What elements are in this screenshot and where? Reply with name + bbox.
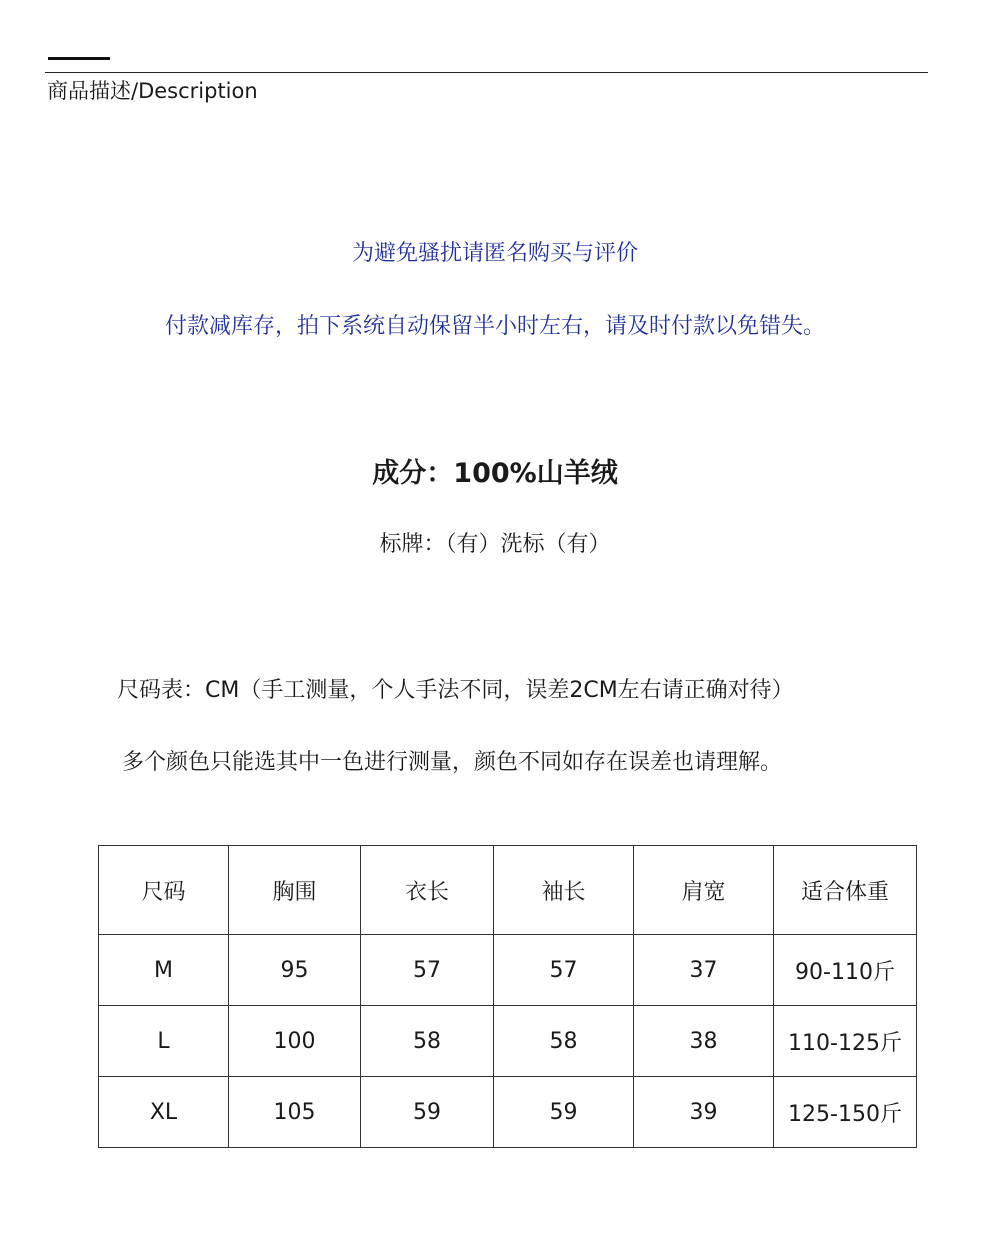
cell-size: M — [99, 935, 229, 1006]
material-composition: 成分：100%山羊绒 — [372, 458, 618, 489]
title-accent-bar — [48, 57, 110, 60]
cell-weight: 125-150斤 — [774, 1077, 917, 1148]
cell-size: L — [99, 1006, 229, 1077]
cell-size: XL — [99, 1077, 229, 1148]
cell-sleeve: 57 — [494, 935, 634, 1006]
cell-length: 58 — [361, 1006, 494, 1077]
cell-length: 59 — [361, 1077, 494, 1148]
cell-sleeve: 59 — [494, 1077, 634, 1148]
header-length: 衣长 — [361, 846, 494, 935]
header-sleeve: 袖长 — [494, 846, 634, 935]
label-info: 标牌：（有）洗标（有） — [379, 532, 611, 557]
color-measurement-note: 多个颜色只能选其中一色进行测量，颜色不同如存在误差也请理解。 — [122, 750, 783, 775]
section-title: 商品描述/Description — [47, 79, 258, 103]
cell-sleeve: 58 — [494, 1006, 634, 1077]
cell-length: 57 — [361, 935, 494, 1006]
anonymous-purchase-notice: 为避免骚扰请匿名购买与评价 — [351, 241, 638, 266]
cell-chest: 100 — [229, 1006, 361, 1077]
header-size: 尺码 — [99, 846, 229, 935]
cell-chest: 95 — [229, 935, 361, 1006]
size-table-header-row — [99, 846, 917, 935]
header-weight: 适合体重 — [774, 846, 917, 935]
size-table — [98, 845, 917, 1148]
cell-shoulder: 38 — [634, 1006, 774, 1077]
cell-weight: 90-110斤 — [774, 935, 917, 1006]
cell-shoulder: 39 — [634, 1077, 774, 1148]
header-shoulder: 肩宽 — [634, 846, 774, 935]
cell-shoulder: 37 — [634, 935, 774, 1006]
payment-notice: 付款减库存，拍下系统自动保留半小时左右，请及时付款以免错失。 — [164, 314, 825, 339]
header-chest: 胸围 — [229, 846, 361, 935]
table-row — [99, 1006, 917, 1077]
table-row — [99, 1077, 917, 1148]
cell-weight: 110-125斤 — [774, 1006, 917, 1077]
cell-chest: 105 — [229, 1077, 361, 1148]
table-row — [99, 935, 917, 1006]
header-divider — [45, 72, 928, 73]
size-chart-note: 尺码表：CM（手工测量，个人手法不同，误差2CM左右请正确对待） — [117, 678, 794, 703]
